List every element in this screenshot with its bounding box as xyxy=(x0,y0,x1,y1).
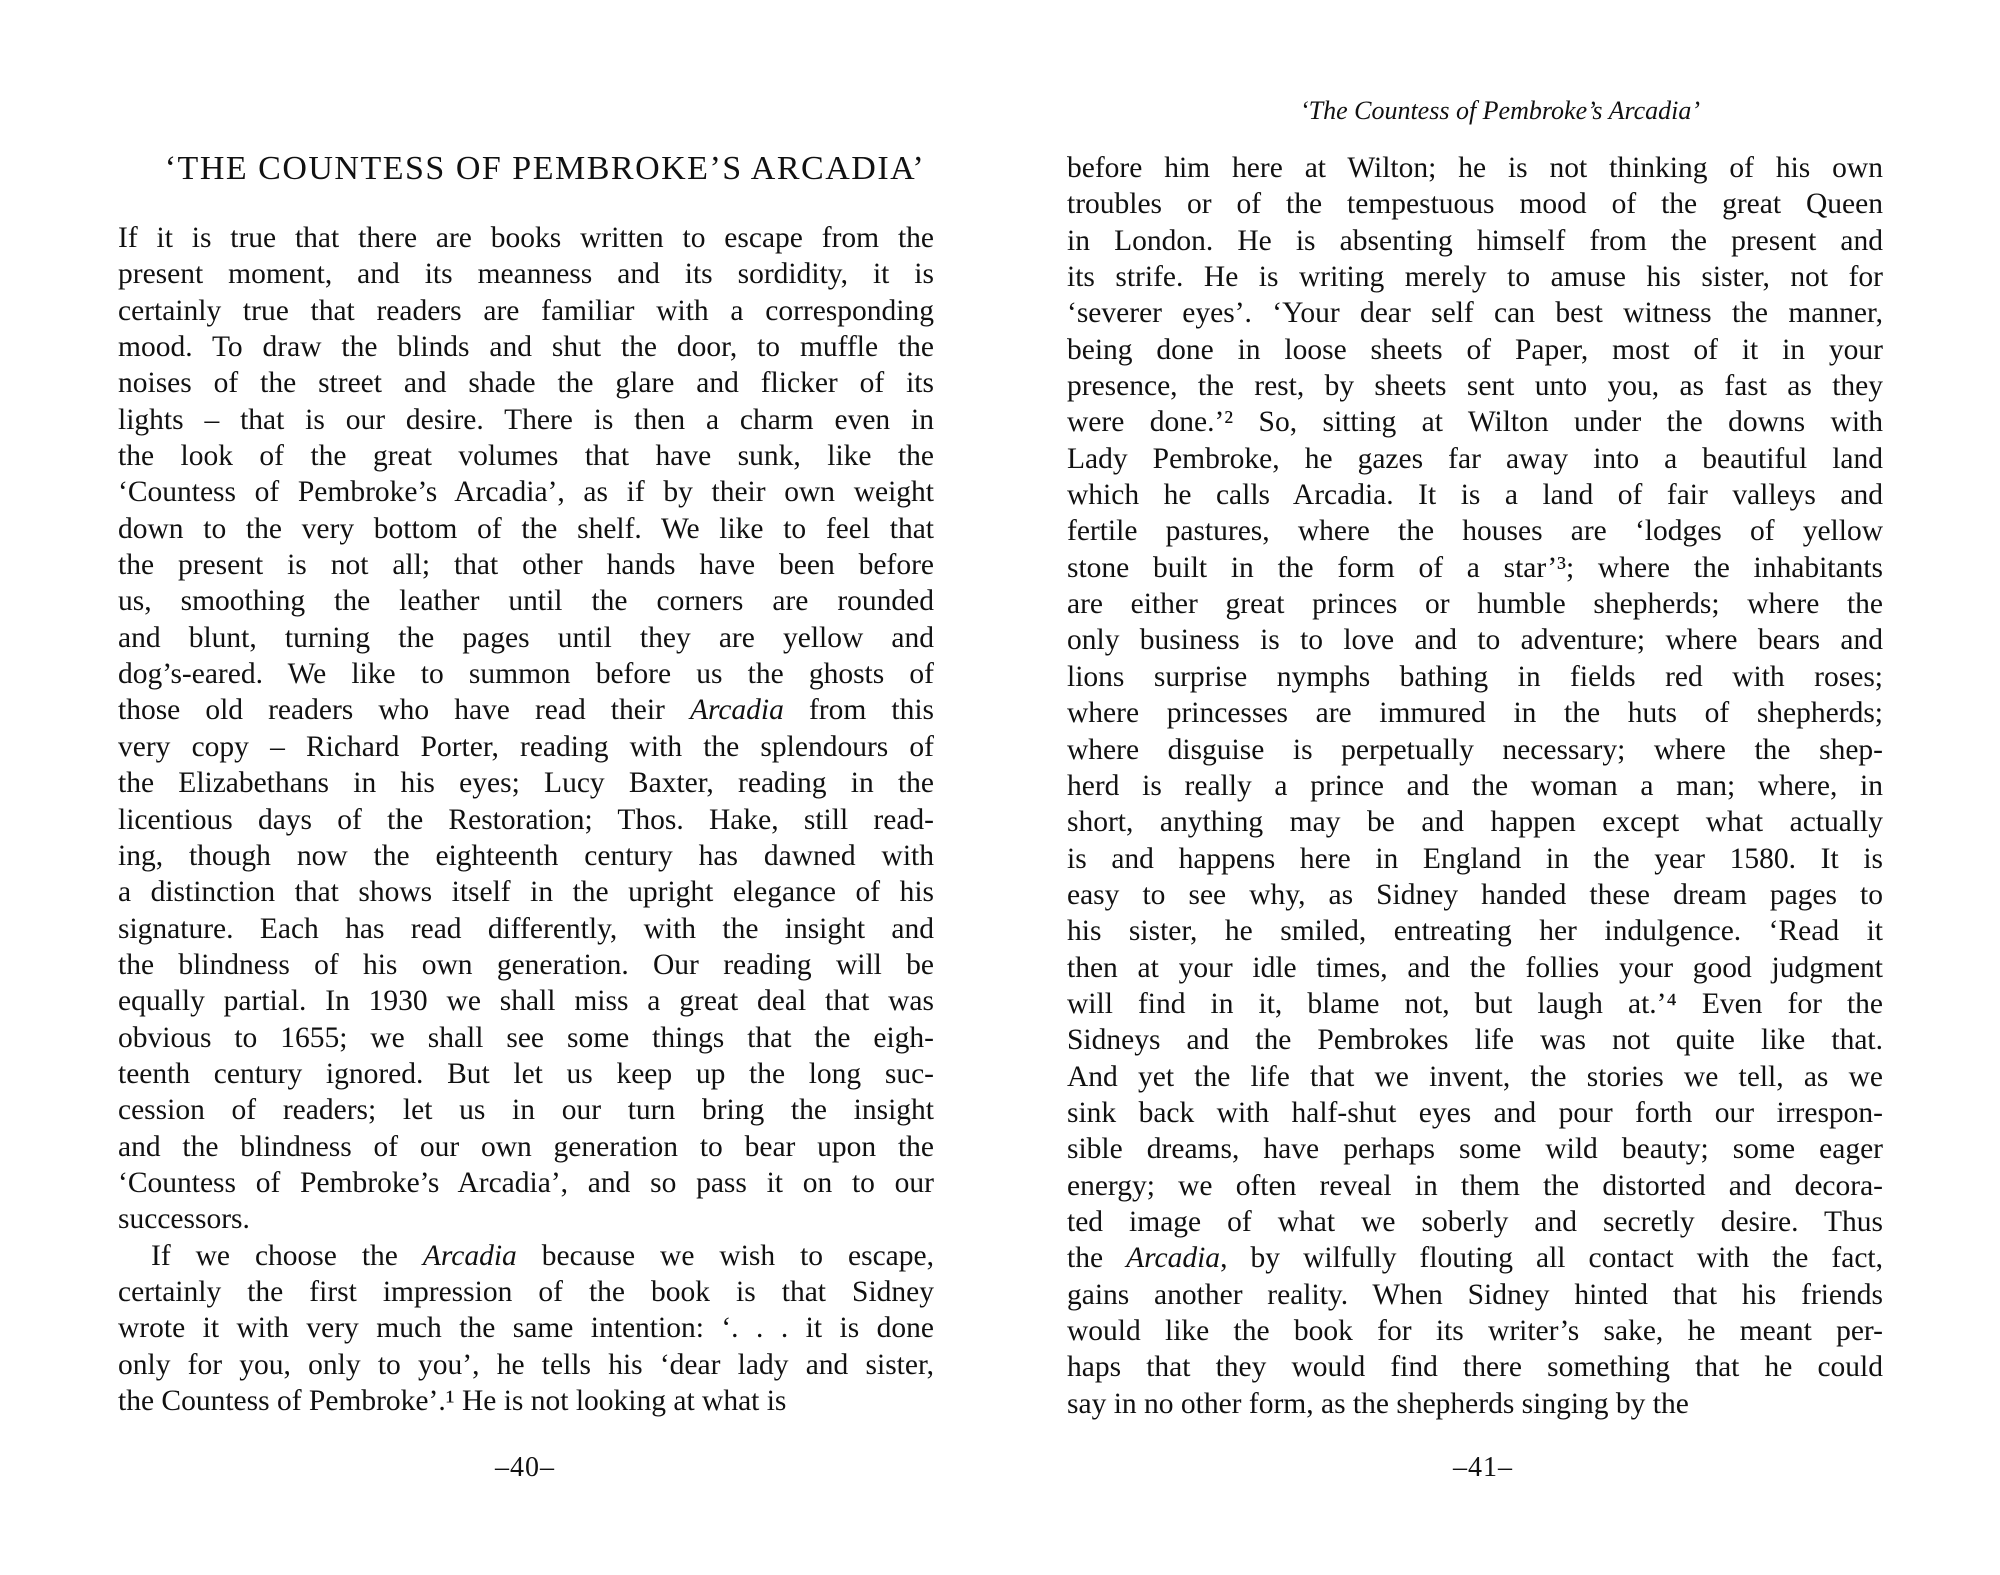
text-line: is and happens here in England in the year 1580. It is xyxy=(1067,842,1883,875)
text-line: Sidneys and the Pembrokes life was not quite like that. xyxy=(1067,1024,1883,1057)
text-line: dog’s-eared. We like to summon before us the ghosts of xyxy=(118,658,934,691)
text-line: short, anything may be and happen except what actually xyxy=(1067,806,1883,839)
text-line: licentious days of the Restoration; Thos. Hake, still read- xyxy=(118,803,934,836)
text-line: cession of readers; let us in our turn bring the insight xyxy=(118,1094,934,1127)
text-line: are either great princes or humble shepherds; where the xyxy=(1067,588,1883,621)
text-line: mood. To draw the blinds and shut the door, to muffle the xyxy=(118,331,934,364)
text-line: signature. Each has read differently, with the insight and xyxy=(118,912,934,945)
text-line: being done in loose sheets of Paper, most of it in your xyxy=(1067,333,1883,366)
text-line: will find in it, blame not, but laugh at.’⁴ Even for the xyxy=(1067,987,1883,1020)
text-line: say in no other form, as the shepherds singing by the xyxy=(1067,1387,1689,1420)
text-line: successors. xyxy=(118,1203,250,1236)
text-line: a distinction that shows itself in the upright elegance of his xyxy=(118,876,934,909)
text-line: which he calls Arcadia. It is a land of fair valleys and xyxy=(1067,479,1883,512)
text-line: sible dreams, have perhaps some wild beauty; some eager xyxy=(1067,1133,1883,1166)
page-number-right: –41– xyxy=(1453,1452,1513,1483)
text-line: were done.’² So, sitting at Wilton under the downs with xyxy=(1067,406,1883,439)
text-line: in London. He is absenting himself from the present and xyxy=(1067,224,1883,257)
text-line: the present is not all; that other hands have been before xyxy=(118,549,934,582)
text-line: teenth century ignored. But let us keep up the long suc- xyxy=(118,1057,934,1090)
text-line: would like the book for its writer’s sake, he meant per- xyxy=(1067,1315,1883,1347)
text-line: the Arcadia, by wilfully flouting all contact with the fact, xyxy=(1067,1242,1883,1275)
text-line: us, smoothing the leather until the corners are rounded xyxy=(118,585,934,618)
text-line: lions surprise nymphs bathing in fields red with roses; xyxy=(1067,660,1883,693)
text-line: his sister, he smiled, entreating her indulgence. ‘Read it xyxy=(1067,915,1883,948)
text-line: before him here at Wilton; he is not thinking of his own xyxy=(1067,152,1883,184)
text-line: only for you, only to you’, he tells his ‘dear lady and sister, xyxy=(118,1348,934,1381)
text-line: energy; we often reveal in them the distorted and decora- xyxy=(1067,1169,1883,1202)
text-line: the Elizabethans in his eyes; Lucy Baxter, reading in the xyxy=(118,767,934,800)
text-line: haps that they would find there something that he could xyxy=(1067,1351,1883,1384)
text-line: If it is true that there are books written to escape from the xyxy=(118,222,934,254)
text-line: herd is really a prince and the woman a man; where, in xyxy=(1067,769,1883,802)
text-line: only business is to love and to adventure; where bears and xyxy=(1067,624,1883,657)
text-line: wrote it with very much the same intention: ‘. . . it is done xyxy=(118,1312,934,1345)
text-line: the look of the great volumes that have sunk, like the xyxy=(118,440,934,473)
text-line: the blindness of his own generation. Our reading will be xyxy=(118,948,934,981)
text-line: If we choose the Arcadia because we wish to escape, xyxy=(151,1239,934,1272)
right-body-text xyxy=(1067,150,1883,1422)
text-line: stone built in the form of a star’³; where the inhabitants xyxy=(1067,551,1883,584)
text-line: ‘Countess of Pembroke’s Arcadia’, as if by their own weight xyxy=(118,476,934,509)
text-line: ted image of what we soberly and secretly desire. Thus xyxy=(1067,1205,1883,1238)
text-line: certainly the first impression of the book is that Sidney xyxy=(118,1275,934,1308)
text-line: its strife. He is writing merely to amuse his sister, not for xyxy=(1067,261,1883,294)
text-line: ing, though now the eighteenth century has dawned with xyxy=(118,839,934,872)
text-line: and blunt, turning the pages until they are yellow and xyxy=(118,621,934,654)
text-line: certainly true that readers are familiar with a corresponding xyxy=(118,294,934,327)
text-line: then at your idle times, and the follies your good judgment xyxy=(1067,951,1883,984)
right-page xyxy=(1000,0,2000,1575)
text-line: And yet the life that we invent, the stories we tell, as we xyxy=(1067,1060,1883,1093)
text-line: sink back with half-shut eyes and pour forth our irrespon- xyxy=(1067,1096,1883,1129)
text-line: easy to see why, as Sidney handed these dream pages to xyxy=(1067,878,1883,911)
text-line: present moment, and its meanness and its sordidity, it is xyxy=(118,258,934,291)
text-line: very copy – Richard Porter, reading with the splendours of xyxy=(118,730,934,763)
text-line: where princesses are immured in the huts of shepherds; xyxy=(1067,697,1883,730)
text-line: troubles or of the tempestuous mood of the great Queen xyxy=(1067,188,1883,221)
text-line: noises of the street and shade the glare and flicker of its xyxy=(118,367,934,400)
page-number-left: –40– xyxy=(495,1452,555,1483)
text-line: Lady Pembroke, he gazes far away into a beautiful land xyxy=(1067,442,1883,475)
text-line: those old readers who have read their Arcadia from this xyxy=(118,694,934,727)
text-line: lights – that is our desire. There is then a charm even in xyxy=(118,403,934,436)
text-line: ‘Countess of Pembroke’s Arcadia’, and so pass it on to our xyxy=(118,1166,934,1199)
text-line: and the blindness of our own generation to bear upon the xyxy=(118,1130,934,1163)
text-line: presence, the rest, by sheets sent unto you, as fast as they xyxy=(1067,370,1883,403)
left-body-text xyxy=(118,220,934,1419)
text-line: the Countess of Pembroke’.¹ He is not looking at what is xyxy=(118,1385,787,1417)
text-line: down to the very bottom of the shelf. We like to feel that xyxy=(118,512,934,545)
text-line: where disguise is perpetually necessary; where the shep- xyxy=(1067,733,1883,766)
text-line: obvious to 1655; we shall see some things that the eigh- xyxy=(118,1021,934,1054)
text-line: equally partial. In 1930 we shall miss a great deal that was xyxy=(118,985,934,1018)
text-line: gains another reality. When Sidney hinted that his friends xyxy=(1067,1278,1883,1311)
text-line: ‘severer eyes’. ‘Your dear self can best witness the manner, xyxy=(1067,297,1883,330)
running-head: ‘The Countess of Pembroke’s Arcadia’ xyxy=(1299,96,1701,125)
text-line: fertile pastures, where the houses are ‘lodges of yellow xyxy=(1067,515,1883,548)
chapter-title: ‘THE COUNTESS OF PEMBROKE’S ARCADIA’ xyxy=(164,150,926,187)
